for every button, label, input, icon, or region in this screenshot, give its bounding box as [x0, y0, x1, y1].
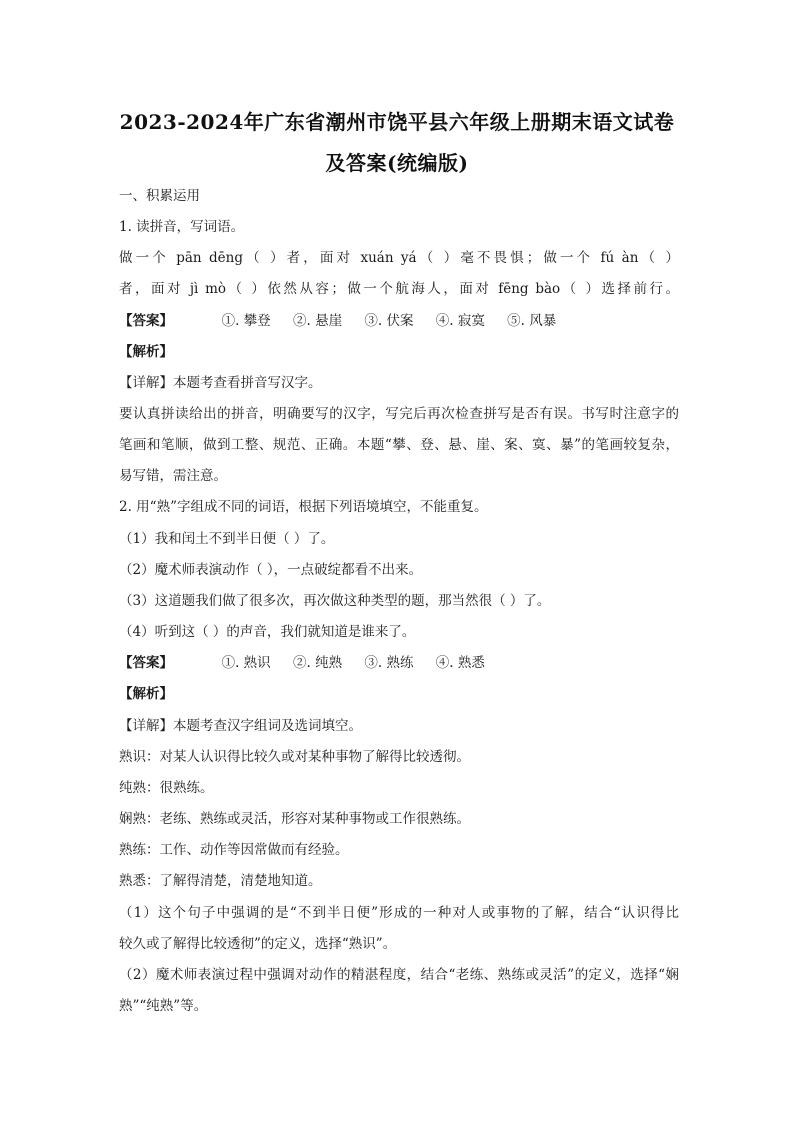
question-2-item-4: （4）听到这（ ）的声音，我们就知道是谁来了。	[119, 624, 416, 640]
question-2-item-2: （2）魔术师表演动作（ ），一点破绽都看不出来。	[119, 562, 423, 578]
explanation-line: 笔画和笔顺，做到工整、规范、正确。本题“攀、登、悬、崖、案、寞、暴”的笔画较复杂，	[119, 437, 679, 453]
definition-line: 娴熟：老练、熟练或灵活，形容对某种事物或工作很熟练。	[119, 811, 470, 827]
answer-item: ④. 熟悉	[435, 655, 485, 671]
explanation-line: （1）这个句子中强调的是“不到半日便”形成的一种对人或事物的了解，结合“认识得比	[119, 905, 679, 921]
question-1-stem: 1. 读拼音，写词语。	[119, 219, 245, 235]
question-1-answer-row	[119, 313, 679, 329]
answer-item: ②. 悬崖	[292, 313, 343, 329]
explanation-line: 要认真拼读给出的拼音，明确要写的汉字，写完后再次检查拼写是否有误。书写时注意字的	[119, 406, 679, 422]
document-title-line-2: 及答案(统编版)	[325, 151, 469, 175]
question-1-line-1: 做一个 pān dēng（ ）者，面对 xuán yá（ ）毫不畏惧；做一个 fú àn（ ）	[119, 250, 679, 266]
question-2-answer-row	[119, 655, 679, 671]
definition-line: 熟识：对某人认识得比较久或对某种事物了解得比较透彻。	[119, 749, 470, 765]
answer-item: ⑤. 风暴	[507, 313, 557, 329]
detail-line: 【详解】本题考查看拼音写汉字。	[119, 375, 322, 391]
section-heading: 一、积累运用	[119, 188, 200, 204]
answer-item: ①. 熟识	[221, 655, 271, 671]
definition-line: 纯熟：很熟练。	[119, 780, 214, 796]
question-2-stem: 2. 用“熟”字组成不同的词语，根据下列语境填空，不能重复。	[119, 499, 488, 515]
answer-item: ①. 攀登	[221, 313, 271, 329]
answer-item: ④. 寂寞	[435, 313, 485, 329]
definition-line: 熟练：工作、动作等因常做而有经验。	[119, 842, 349, 858]
answer-label: 【答案】	[119, 313, 173, 329]
answer-item: ②. 纯熟	[292, 655, 343, 671]
document-title-line-1: 2023-2024年广东省潮州市饶平县六年级上册期末语文试卷	[119, 110, 675, 134]
definition-line: 熟悉：了解得清楚，清楚地知道。	[119, 873, 322, 889]
answer-item: ③. 熟练	[364, 655, 414, 671]
explanation-line: 熟”“纯熟”等。	[119, 998, 208, 1014]
answer-item: ③. 伏案	[364, 313, 414, 329]
analysis-label: 【解析】	[119, 344, 173, 360]
explanation-line: 易写错，需注意。	[119, 468, 227, 484]
detail-line: 【详解】本题考查汉字组词及选词填空。	[119, 718, 362, 734]
question-2-item-3: （3）这道题我们做了很多次，再次做这种类型的题，那当然很（ ）了。	[119, 593, 551, 609]
question-2-item-1: （1）我和闰土不到半日便（ ）了。	[119, 531, 335, 547]
explanation-line: （2）魔术师表演过程中强调对动作的精湛程度，结合“老练、熟练或灵活”的定义，选择“娴	[119, 967, 679, 983]
explanation-line: 较久或了解得比较透彻”的定义，选择“熟识”。	[119, 936, 397, 952]
analysis-label: 【解析】	[119, 686, 173, 702]
answer-label: 【答案】	[119, 655, 173, 671]
question-1-line-2: 者，面对 jì mò（ ）依然从容；做一个航海人，面对 fēng bào（ ）选择前行。	[119, 281, 679, 297]
